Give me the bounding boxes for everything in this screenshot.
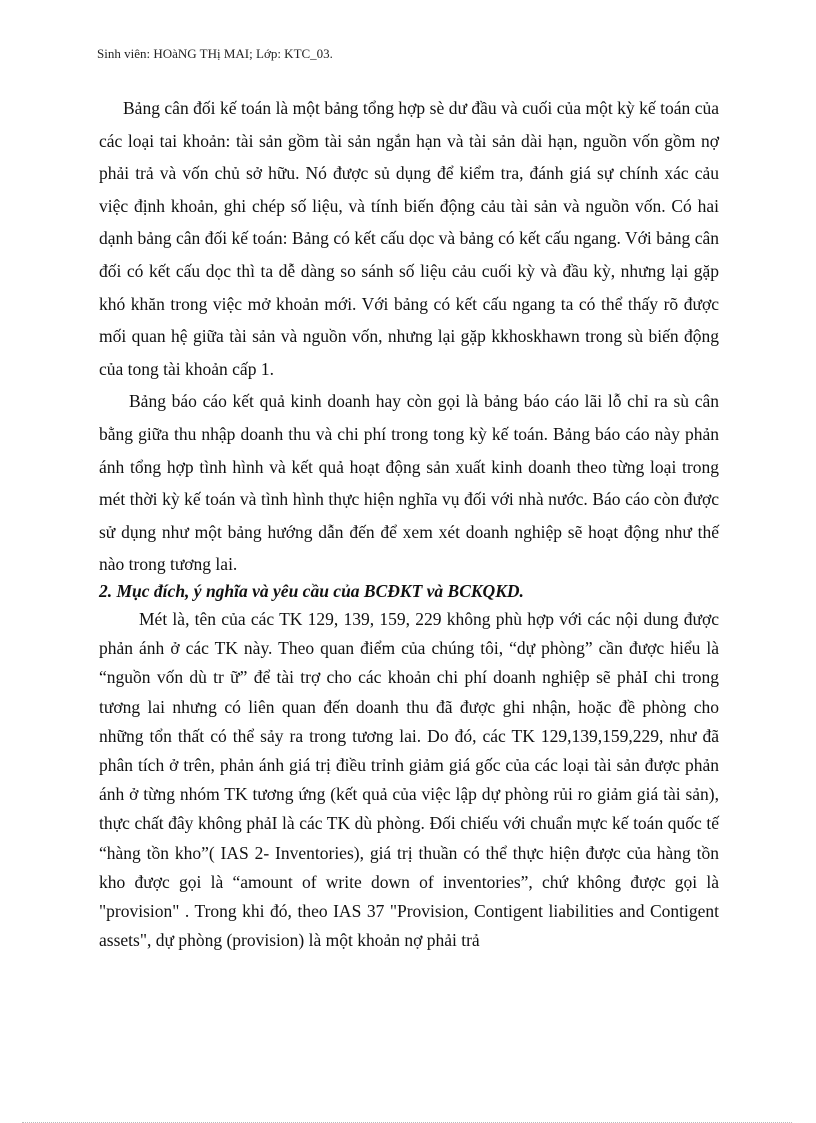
section-heading: 2. Mục đích, ý nghĩa và yêu cầu của BCĐKT và BCKQKD. [99,580,524,601]
document-body [99,92,719,955]
paragraph-balance-sheet: Bảng cân đối kế toán là một bảng tổng hợp sè dư đầu và cuối của một kỳ kế toán của các loại tai khoản: tài sản gồm tài sản ngắn hạn và tài sản dài hạn, nguồn vốn gồm nợ phải trả và vốn chủ sở hữu. Nó được sủ dụng để kiểm tra, đánh giá sự chính xác cảu việc định khoản, ghi chép số liệu, và tính biến động cảu tài sản và nguồn vốn. Có hai dạnh bảng cân đối kế toán: Bảng có kết cấu dọc và bảng có kết cấu ngang. Với bảng cân đối có kết cấu dọc thì ta dễ dàng so sánh số liệu cảu cuối kỳ và đầu kỳ, nhưng lại gặp khó khăn trong việc mở khoản mới. Với bảng có kết cấu ngang ta có thể thấy rõ được mối quan hệ giữa tài sản và nguồn vốn, nhưng lại gặp kkhoskhawn trong sù biến động của tong tài khoản cấp 1. [99,98,719,379]
paragraph-section-2: Mét là, tên của các TK 129, 139, 159, 229 không phù hợp với các nội dung được phản ánh ở các TK này. Theo quan điểm của chúng tôi, “dự phòng” cần được hiểu là “nguồn vốn dù tr ữ” để tài trợ cho các khoản chi phí doanh nghiệp sẽ phảI chi trong tương lai nhưng có liên quan đến doanh thu đã được ghi nhận, hoặc đề phòng cho những tổn thất có thể sảy ra trong tương lai. Do đó, các TK 129,139,159,229, như đã phân tích ở trên, phản ánh giá trị điều trỉnh giảm giá gốc của các loại tài sản được phản ánh ở từng nhóm TK tương ứng (kết quả của việc lập dự phòng rủi ro giảm giá tài sản), thực chất đây không phảI là các TK dù phòng. Đối chiếu với chuẩn mực kế toán quốc tế “hàng tồn kho”( IAS 2- Inventories), giá trị thuần có thể thực hiện được của hàng tồn kho được gọi là “amount of write down of inventories”, chứ không được gọi là "provision" . Trong khi đó, theo IAS 37 "Provision, Contigent liabilities and Contigent assets", dự phòng (provision) là một khoản nợ phải trả [99,608,719,951]
page-header: Sinh viên: HOàNG THị MAI; Lớp: KTC_03. [97,46,333,61]
paragraph-income-statement: Bảng báo cáo kết quả kinh doanh hay còn gọi là bảng báo cáo lãi lỗ chỉ ra sù cân bằng giữa thu nhập doanh thu và chi phí trong tong kỳ kế toán. Bảng báo cáo này phản ánh tổng hợp tình hình và kết quả hoạt động sản xuất kinh doanh theo từng loại trong mét thời kỳ kế toán và tình hình thực hiện nghĩa vụ đối với nhà nước. Báo cáo còn được sử dụng như một bảng hướng dẫn đến để xem xét doanh nghiệp sẽ hoạt động như thế nào trong tương lai. [99,391,719,575]
